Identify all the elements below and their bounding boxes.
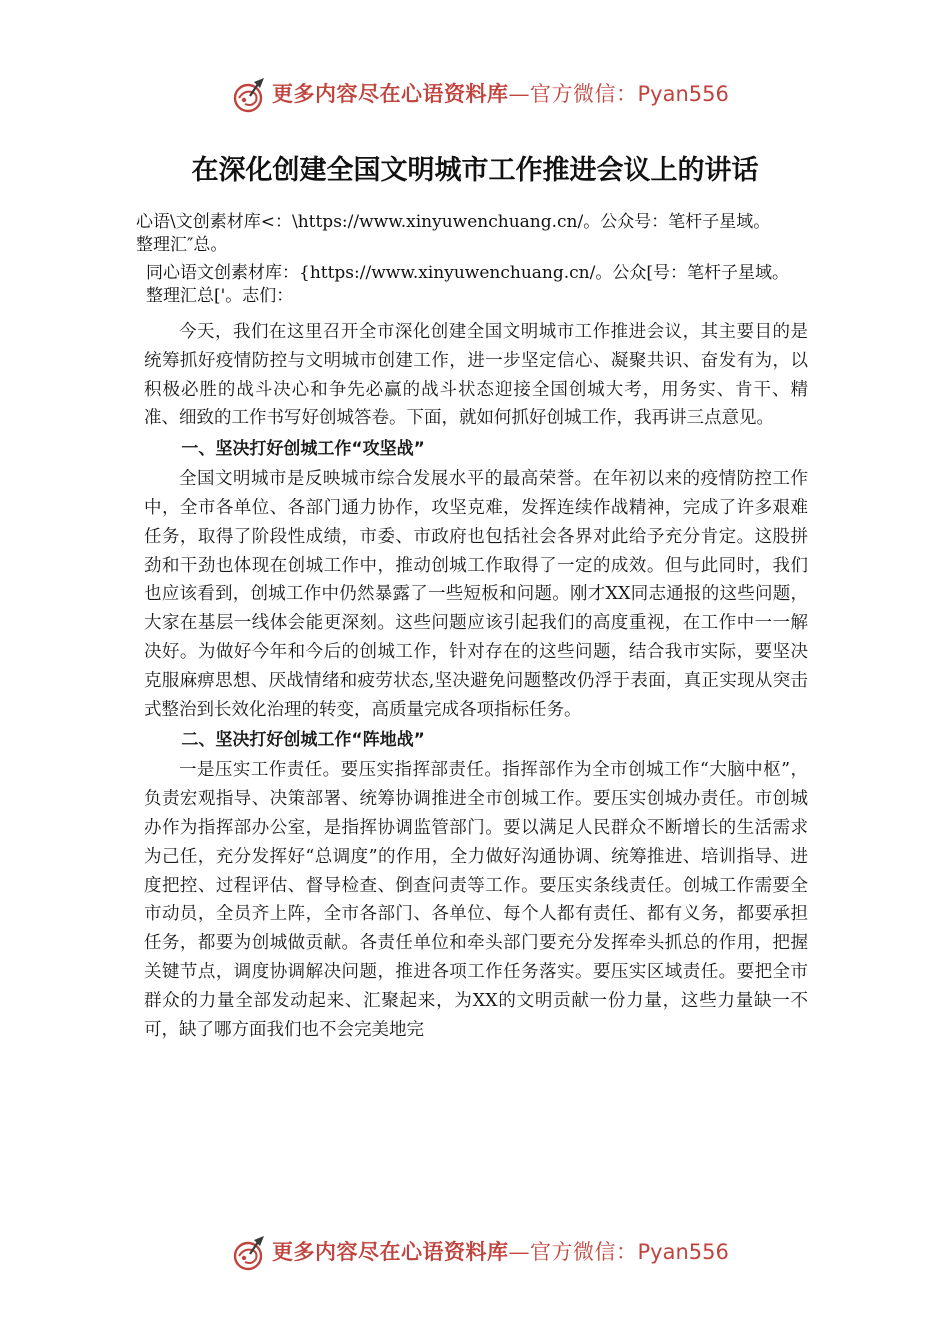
document-title: 在深化创建全国文明城市工作推进会议上的讲话 [191,155,759,186]
brand-logo-icon [230,76,270,116]
section-heading-2: 二、坚决打好创城工作“阵地战” [181,730,425,751]
banner-wechat-label: 官方微信： [530,82,638,106]
section-heading-1: 一、坚决打好创城工作“攻坚战” [181,439,425,460]
banner-separator: — [508,1240,530,1264]
source-line-2 [146,262,789,308]
banner-wechat-id: Pyan556 [637,1240,729,1264]
paragraph-section-2: 一是压实工作责任。要压实指挥部责任。指挥部作为全市创城工作“大脑中枢”，负责宏观指导、决策部署、统筹协调推进全市创城工作。要压实创城办责任。市创城办作为指挥部办公室，是指挥协调监管部门。要以满足人民群众不断增长的生活需求为己任，充分发挥好“总调度”的作用，全力做好沟通协调、统筹推进、培训指导、进度把控、过程评估、督导检查、倒查问责等工作。要压实条线责任。创城工作需要全市动员，全员齐上阵，全市各部门、各单位、每个人都有责任、都有义务，都要承担任务，都要为创城做贡献。各责任单位和牵头部门要充分发挥牵头抓总的作用，把握关键节点，调度协调解决问题，推进各项工作任务落实。要压实区域责任。要把全市群众的力量全部发动起来、汇聚起来，为XX的文明贡献一份力量，这些力量缺一不可，缺了哪方面我们也不会完美地完 [144,760,808,1040]
banner-wechat-id: Pyan556 [637,82,729,106]
brand-logo-icon [230,1234,270,1274]
banner-brand: 更多内容尽在心语资料库 [272,1239,509,1264]
paragraph-intro: 今天，我们在这里召开全市深化创建全国文明城市工作推进会议，其主要目的是统筹抓好疫情防控与文明城市创建工作，进一步坚定信心、凝聚共识、奋发有为，以积极必胜的战斗决心和争先必赢的战斗状态迎接全国创城大考，用务实、肯干、精准、细致的工作书写好创城答卷。下面，就如何抓好创城工作，我再讲三点意见。 [144,322,808,429]
banner-text [272,1238,729,1266]
source-line-1b: 整理汇″总。 [136,235,228,255]
paragraph-section-1: 全国文明城市是反映城市综合发展水平的最高荣誉。在年初以来的疫情防控工作中，全市各单位、各部门通力协作，攻坚克难，发挥连续作战精神，完成了许多艰难任务，取得了阶段性成绩，市委、市政府也包括社会各界对此给予充分肯定。这股拼劲和干劲也体现在创城工作中，推动创城工作取得了一定的成效。但与此同时，我们也应该看到，创城工作中仍然暴露了一些短板和问题。刚才XX同志通报的这些问题，大家在基层一线体会能更深刻。这些问题应该引起我们的高度重视，在工作中一一解决好。为做好今年和今后的创城工作，针对存在的这些问题，结合我市实际，要坚决克服麻痹思想、厌战情绪和疲劳状态,坚决避免问题整改仍浮于表面，真正实现从突击式整治到长效化治理的转变，高质量完成各项指标任务。 [144,469,808,720]
banner-separator: — [508,82,530,106]
banner-brand: 更多内容尽在心语资料库 [272,81,509,106]
source-line-2a: 同心语文创素材库：{https://www.xinyuwenchuang.cn/。公众[号：笔杆子星域。 [146,263,789,283]
footer-banner [0,1228,950,1278]
source-line-1 [136,211,770,257]
banner-wechat-label: 官方微信： [530,1240,638,1264]
source-line-2b: 整理汇总['。志们： [146,286,294,306]
header-banner [0,70,950,120]
source-line-1a: 心语\文创素材库<：\https://www.xinyuwenchuang.cn/。公众号：笔杆子星域。 [136,212,771,232]
document-body [144,318,808,1044]
banner-text [272,80,729,108]
